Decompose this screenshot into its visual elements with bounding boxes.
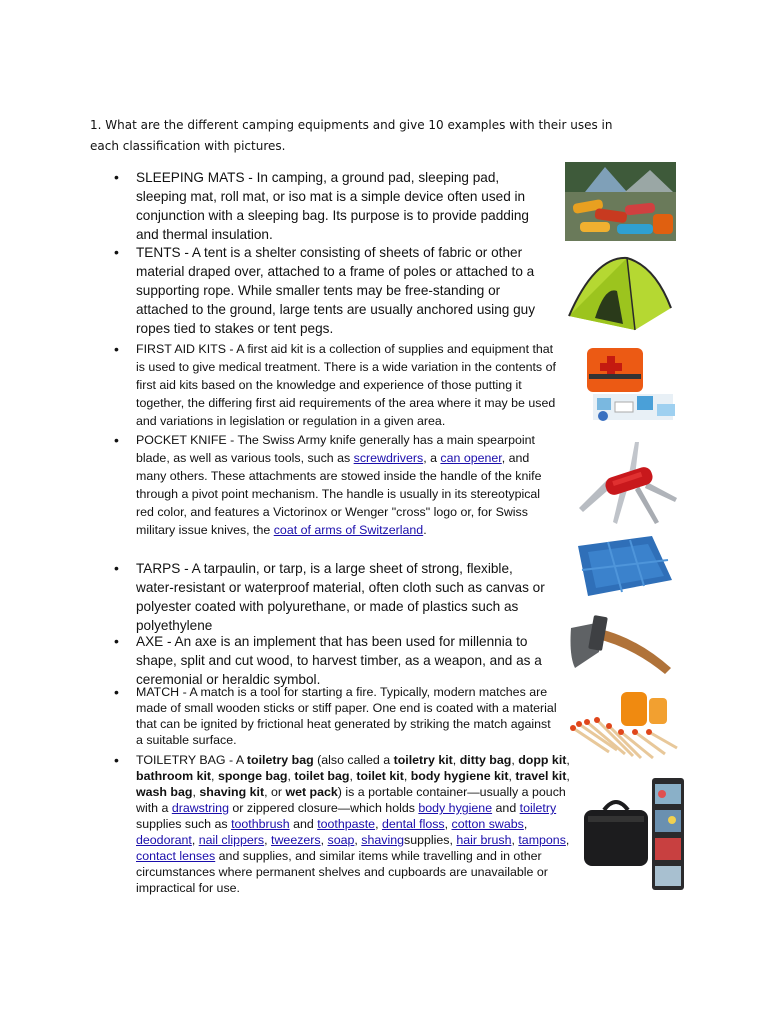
item-text: ,	[403, 769, 411, 783]
link-can-opener[interactable]: can opener	[440, 451, 502, 465]
tent-image	[565, 246, 675, 334]
link-dental-floss[interactable]: dental floss	[381, 817, 445, 831]
item-title: AXE	[136, 634, 164, 649]
item-text: ,	[511, 833, 519, 847]
bold-term: body hygiene kit	[410, 769, 509, 783]
item-text: ,	[452, 753, 460, 767]
item-title: TENTS	[136, 245, 181, 260]
item-title: FIRST AID KITS	[136, 342, 226, 356]
toiletry-bag-image	[582, 776, 688, 892]
link-nail-clippers[interactable]: nail clippers	[198, 833, 265, 847]
item-text: - A tarpaulin, or tarp, is a large sheet of strong, flexible, water-resistant or waterproof material, often cloth such as canvas or polyester coated with polyurethane, or made of plastics such as polyethylene	[136, 561, 545, 633]
item-title: TOILETRY BAG	[136, 753, 226, 767]
item-text: ,	[320, 833, 328, 847]
bold-term: toilet kit	[356, 769, 404, 783]
item-text: - In camping, a ground pad, sleeping pad, sleeping mat, roll mat, or iso mat is a simple device often used in conjunction with a sleeping bag. Its purpose is to provide padding and thermal insulation.	[136, 170, 529, 242]
link-toothbrush[interactable]: toothbrush	[231, 817, 290, 831]
bullet: •	[114, 432, 119, 448]
bold-term: wet pack	[285, 785, 338, 799]
bold-term: ditty bag	[459, 753, 512, 767]
item-text: ) is a portable container—usually a pouch with a	[136, 785, 566, 815]
item-text: - An axe is an implement that has been used for millennia to shape, split and cut wood, to harvest timber, as a weapon, and as a ceremonial or heraldic symbol.	[136, 634, 542, 687]
bold-term: toiletry kit	[393, 753, 453, 767]
bullet: •	[114, 752, 119, 768]
list-item-toiletry-bag	[114, 752, 570, 896]
matches-image	[569, 688, 685, 762]
bold-term: dopp kit	[518, 753, 567, 767]
list-item-tarps	[114, 559, 554, 635]
bullet: •	[114, 560, 119, 576]
bullet: •	[114, 341, 119, 357]
link-shaving[interactable]: shaving	[361, 833, 404, 847]
item-text: , or	[264, 785, 286, 799]
item-text: - A match is a tool for starting a fire. Typically, modern matches are made of small wooden sticks or stiff paper. One end is coated with a material that can be ignited by frictional heat generated by striking the match against a suitable surface.	[136, 685, 557, 747]
link-coat-of-arms[interactable]: coat of arms of Switzerland	[273, 523, 424, 537]
list-item-pocket-knife	[114, 431, 552, 539]
item-text: ,	[511, 753, 519, 767]
item-text: ,	[264, 833, 272, 847]
link-screwdrivers[interactable]: screwdrivers	[353, 451, 424, 465]
item-text: or zippered closure—which holds	[228, 801, 419, 815]
list-item-first-aid-kits	[114, 340, 561, 430]
link-drawstring[interactable]: drawstring	[171, 801, 229, 815]
item-title: TARPS	[136, 561, 181, 576]
item-text: , and many others. These attachments are stowed inside the handle of the knife through a pivot point mechanism. The handle is usually in its stereotypical red color, and features a Victorinox or Wenger "cross" logo or, for Swiss military issue knives, the	[136, 451, 542, 537]
bold-term: toilet bag	[294, 769, 350, 783]
item-text: ,	[191, 833, 199, 847]
item-text: ,	[287, 769, 295, 783]
item-text: ,	[192, 785, 200, 799]
list-item-tents	[114, 243, 542, 338]
sleeping-mats-image	[565, 162, 676, 241]
item-text: ,	[349, 769, 357, 783]
link-body-hygiene[interactable]: body hygiene	[418, 801, 493, 815]
pocket-knife-image	[569, 438, 685, 526]
item-text: ,	[566, 753, 570, 767]
link-toiletry[interactable]: toiletry	[519, 801, 557, 815]
list-item-match	[114, 684, 558, 748]
item-text: .	[423, 523, 427, 537]
bullet: •	[114, 169, 119, 185]
item-text: (also called a	[313, 753, 394, 767]
item-text: ,	[354, 833, 362, 847]
item-title: SLEEPING MATS	[136, 170, 245, 185]
axe-image	[565, 608, 675, 678]
question-heading: 1. What are the different camping equipments and give 10 examples with their uses in each classification with pictures.	[90, 118, 613, 153]
item-text: ,	[211, 769, 218, 783]
item-text: - A tent is a shelter consisting of sheets of fabric or other material draped over, attached to a frame of poles or attached to a supporting rope. While smaller tents may be free-standing or attached to the ground, large tents are usually anchored using guy ropes tied to stakes or tent pegs.	[136, 245, 536, 336]
bullet: •	[114, 244, 119, 260]
bold-term: sponge bag	[217, 769, 288, 783]
link-deodorant[interactable]: deodorant	[136, 833, 192, 847]
item-title: MATCH	[136, 685, 180, 699]
bullet: •	[114, 633, 119, 649]
item-text: and	[289, 817, 318, 831]
link-cotton-swabs[interactable]: cotton swabs	[451, 817, 524, 831]
item-text: ,	[523, 817, 528, 831]
link-soap[interactable]: soap	[327, 833, 355, 847]
bold-term: toiletry bag	[246, 753, 314, 767]
first-aid-kit-image	[583, 344, 683, 428]
item-text: - A first aid kit is a collection of supplies and equipment that is used to give medical treatment. There is a wide variation in the contents of first aid kits based on the knowledge and experience of those putting it together, the differing first aid requirements of the area where it may be used and variations in legislation or regulation in a given area.	[136, 342, 556, 428]
item-text: and	[492, 801, 520, 815]
item-text: ,	[566, 769, 570, 783]
item-text: ,	[444, 817, 452, 831]
link-hair-brush[interactable]: hair brush	[456, 833, 512, 847]
bullet: •	[114, 684, 119, 700]
bold-term: shaving kit	[199, 785, 265, 799]
item-text: ,	[565, 833, 570, 847]
list-item-axe	[114, 632, 542, 689]
bold-term: wash bag	[136, 785, 193, 799]
item-text: - A	[225, 753, 247, 767]
list-item-sleeping-mats	[114, 168, 542, 244]
link-toothpaste[interactable]: toothpaste	[317, 817, 376, 831]
item-text: , a	[423, 451, 441, 465]
bold-term: travel kit	[515, 769, 567, 783]
link-tweezers[interactable]: tweezers	[271, 833, 321, 847]
tarp-image	[568, 532, 674, 600]
item-text: and supplies, and similar items while travelling and in other circumstances where permanent shelves and cupboards are unavailable or impractical for use.	[136, 849, 548, 895]
item-text: supplies such as	[136, 817, 232, 831]
item-text: ,	[508, 769, 516, 783]
link-contact-lenses[interactable]: contact lenses	[136, 849, 216, 863]
item-text: supplies,	[404, 833, 457, 847]
item-text: ,	[375, 817, 382, 831]
item-title: POCKET KNIFE	[136, 433, 227, 447]
link-tampons[interactable]: tampons	[518, 833, 566, 847]
bold-term: bathroom kit	[136, 769, 212, 783]
item-text: - The Swiss Army knife generally has a main spearpoint blade, as well as various tools, such as	[136, 433, 535, 465]
